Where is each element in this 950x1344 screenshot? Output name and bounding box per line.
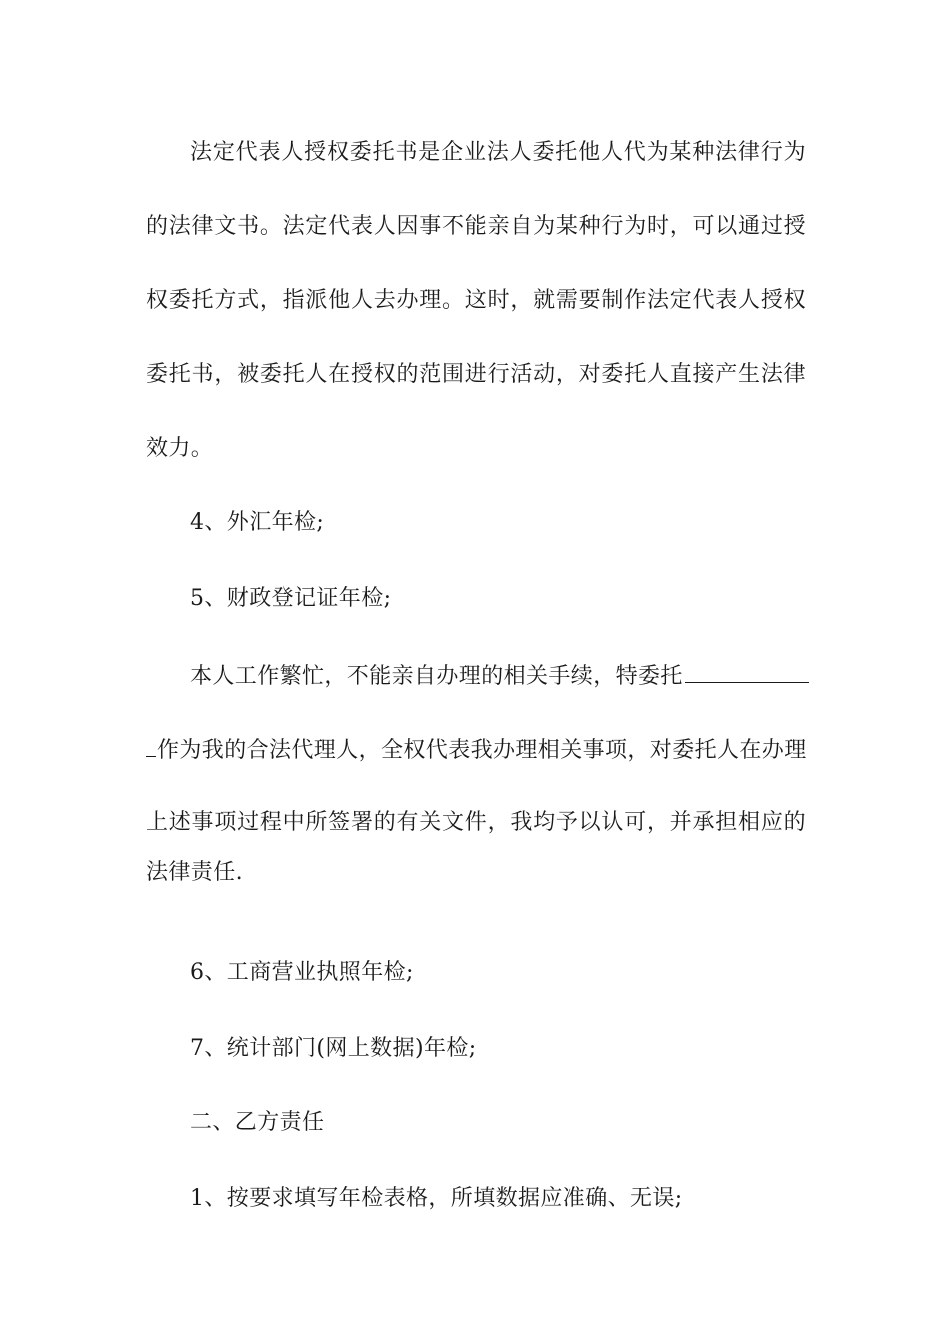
paragraph2-line3: 上述事项过程中所签署的有关文件，我均予以认可，并承担相应的 bbox=[146, 810, 806, 835]
paragraph2-line1 bbox=[190, 660, 806, 692]
paragraph1-line2: 的法律文书。法定代表人因事不能亲自为某种行为时，可以通过授 bbox=[146, 214, 806, 239]
list-item-6: 6、工商营业执照年检; bbox=[190, 960, 414, 985]
paragraph1-line4: 委托书，被委托人在授权的范围进行活动，对委托人直接产生法律 bbox=[146, 362, 806, 387]
delegate-name-blank bbox=[685, 660, 809, 683]
paragraph2-line2 bbox=[146, 734, 806, 766]
paragraph2-line4: 法律责任. bbox=[146, 860, 243, 885]
delegate-name-blank-continued bbox=[146, 734, 156, 757]
paragraph1-line5: 效力。 bbox=[146, 436, 214, 461]
paragraph1-line1: 法定代表人授权委托书是企业法人委托他人代为某种法律行为 bbox=[190, 140, 806, 165]
section2-heading: 二、乙方责任 bbox=[190, 1110, 325, 1135]
list-item-4: 4、外汇年检; bbox=[190, 510, 325, 535]
paragraph1-line3: 权委托方式，指派他人去办理。这时，就需要制作法定代表人授权 bbox=[146, 288, 806, 313]
paragraph2-line2-text: 作为我的合法代理人，全权代表我办理相关事项，对委托人在办理 bbox=[157, 738, 807, 763]
list-item-7: 7、统计部门(网上数据)年检; bbox=[190, 1036, 477, 1061]
section2-item-1: 1、按要求填写年检表格，所填数据应准确、无误; bbox=[190, 1186, 683, 1211]
list-item-5: 5、财政登记证年检; bbox=[190, 586, 392, 611]
paragraph2-line1-text: 本人工作繁忙，不能亲自办理的相关手续，特委托 bbox=[190, 664, 683, 689]
